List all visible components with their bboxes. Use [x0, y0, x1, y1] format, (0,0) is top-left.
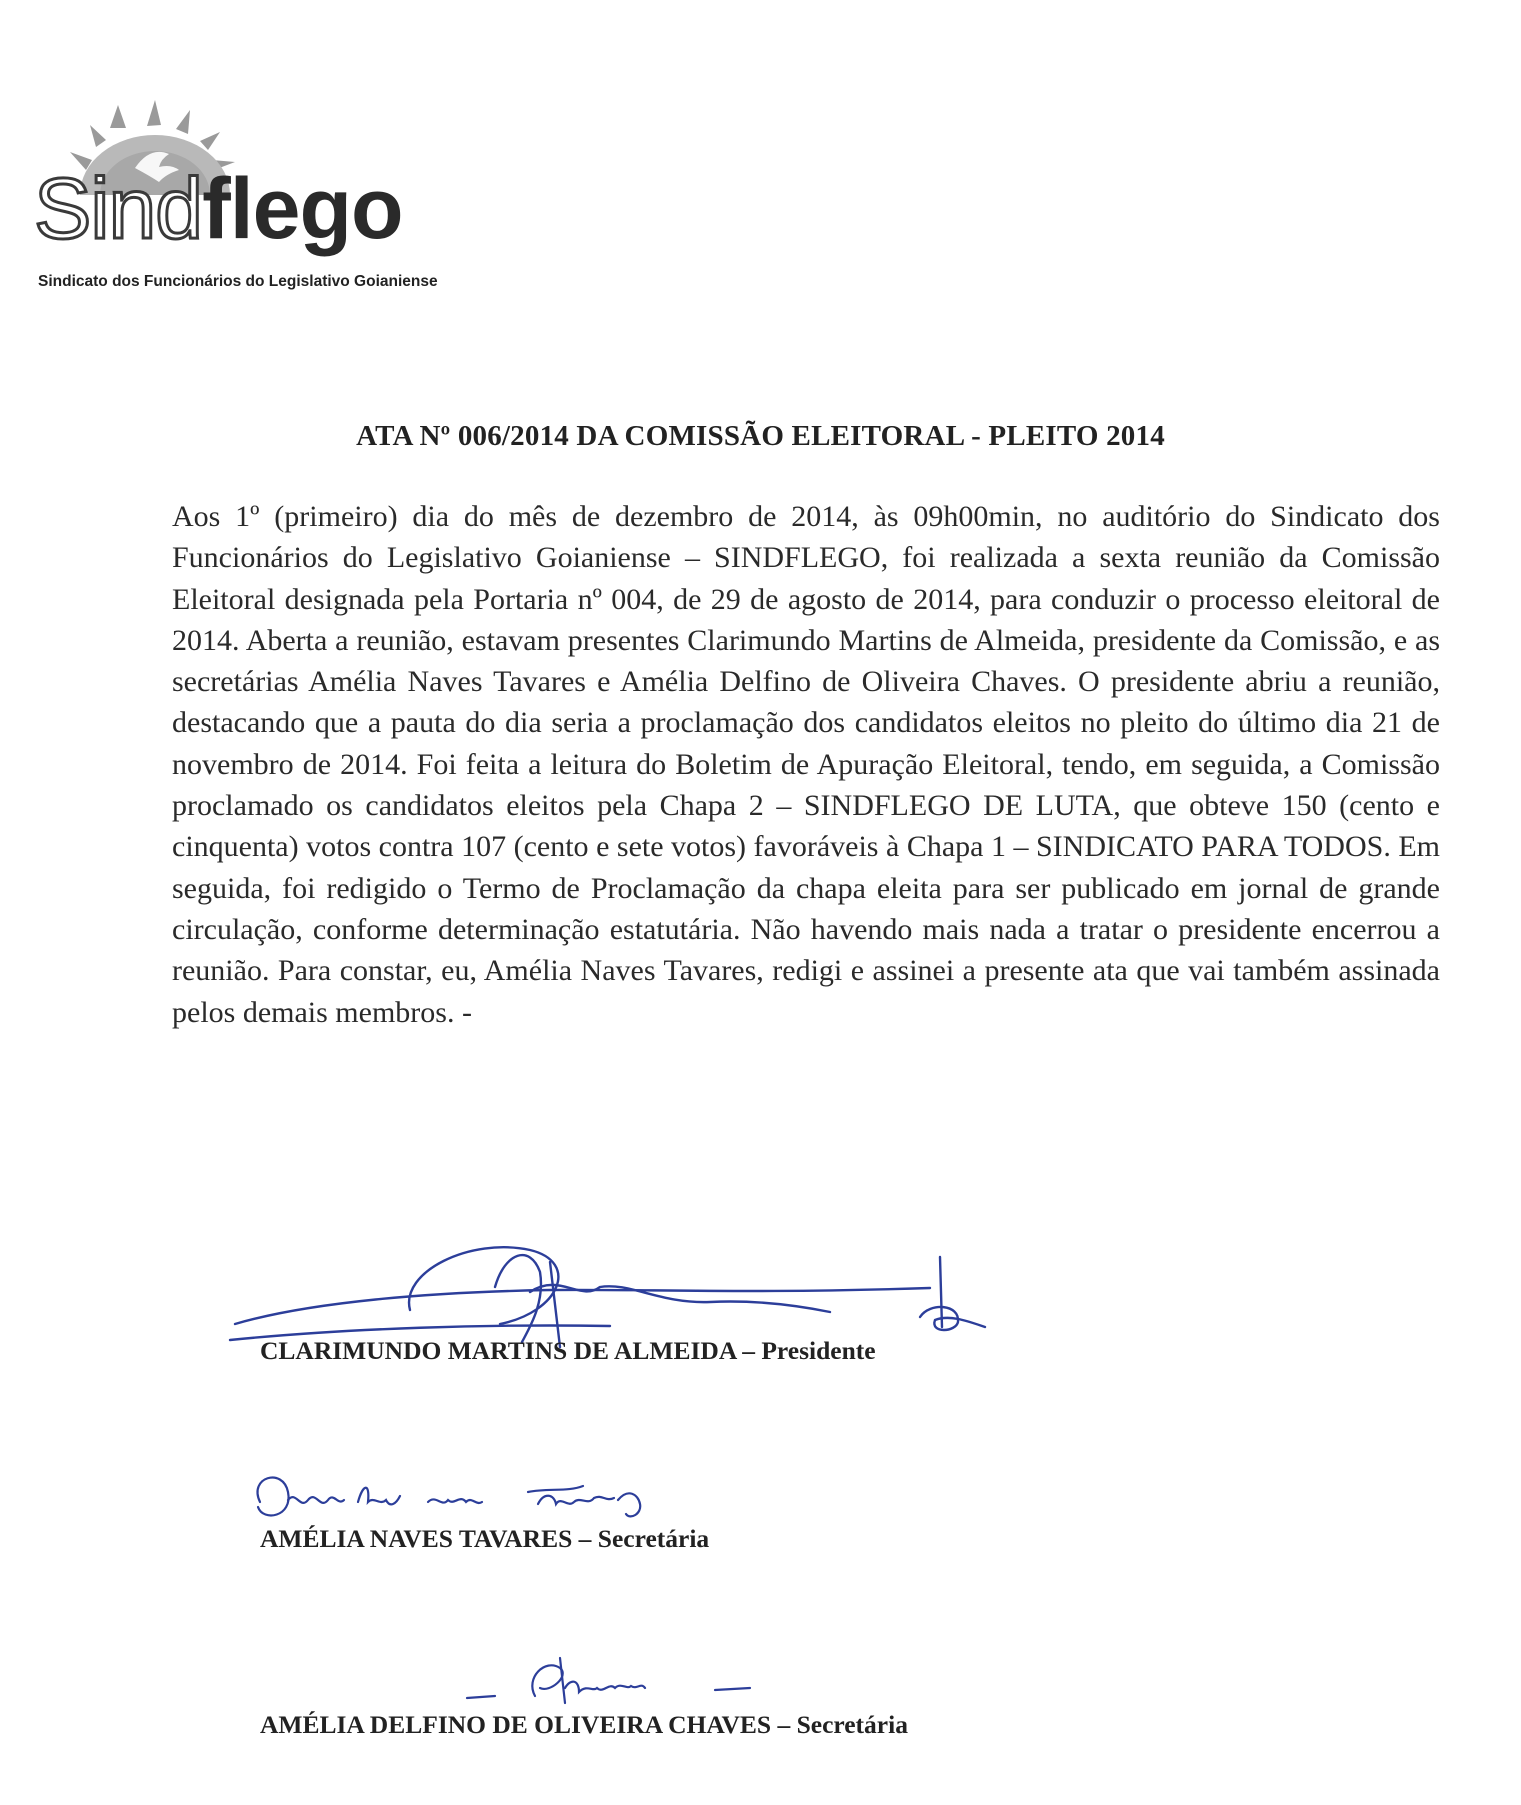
- signatory-role: Presidente: [761, 1336, 876, 1365]
- logo-subtitle: Sindicato dos Funcionários do Legislativo Goianiense: [38, 273, 438, 290]
- signatory-separator: –: [572, 1524, 598, 1553]
- sindflego-logo: [30, 100, 510, 300]
- signatory-role: Secretária: [597, 1524, 710, 1553]
- signatory-name: AMÉLIA DELFINO DE OLIVEIRA CHAVES: [260, 1710, 772, 1739]
- signatory-separator: –: [735, 1336, 762, 1365]
- signatory-name: CLARIMUNDO MARTINS DE ALMEIDA: [260, 1336, 736, 1365]
- minutes-body: [172, 496, 1440, 1033]
- minutes-text: Aos 1º (primeiro) dia do mês de dezembro de 2014, às 09h00min, no auditório do Sindicato dos Funcionários do Legislativo Goianiense – SINDFLEGO, foi realizada a sexta reunião da Comissão Eleitoral designada pela Portaria nº 004, de 29 de agosto de 2014, para conduzir o processo eleitoral de 2014. Aberta a reunião, estavam presentes Clarimundo Martins de Almeida, presidente da Comissão, e as secretárias Amélia Naves Tavares e Amélia Delfino de Oliveira Chaves. O presidente abriu a reunião, destacando que a pauta do dia seria a proclamação dos candidatos eleitos no pleito do último dia 21 de novembro de 2014. Foi feita a leitura do Boletim de Apuração Eleitoral, tendo, em seguida, a Comissão proclamado os candidatos eleitos pela Chapa 2 – SINDFLEGO DE LUTA, que obteve 150 (cento e cinquenta) votos contra 107 (cento e sete votos) favoráveis à Chapa 1 – SINDICATO PARA TODOS. Em seguida, foi redigido o Termo de Proclamação da chapa eleita para ser publicado em jornal de grande circulação, conforme determinação estatutária. Não havendo mais nada a tratar o presidente encerrou a reunião. Para constar, eu, Amélia Naves Tavares, redigi e assinei a presente ata que vai também assinada pelos demais membros.: [172, 500, 1440, 1029]
- signature-line-secretary-1: [260, 1524, 709, 1554]
- logo-wordmark: [34, 161, 403, 257]
- signature-line-secretary-2: [260, 1710, 908, 1740]
- logo-wordmark-bold: flego: [202, 161, 403, 257]
- signatory-separator: –: [771, 1710, 797, 1739]
- document-title: ATA Nº 006/2014 DA COMISSÃO ELEITORAL - PLEITO 2014: [356, 420, 1165, 452]
- signatory-role: Secretária: [796, 1710, 908, 1739]
- signature-line-president: [260, 1336, 876, 1366]
- trailing-dash: -: [461, 995, 472, 1029]
- signatory-name: AMÉLIA NAVES TAVARES: [260, 1524, 573, 1553]
- logo-wordmark-light: Sind: [34, 161, 203, 257]
